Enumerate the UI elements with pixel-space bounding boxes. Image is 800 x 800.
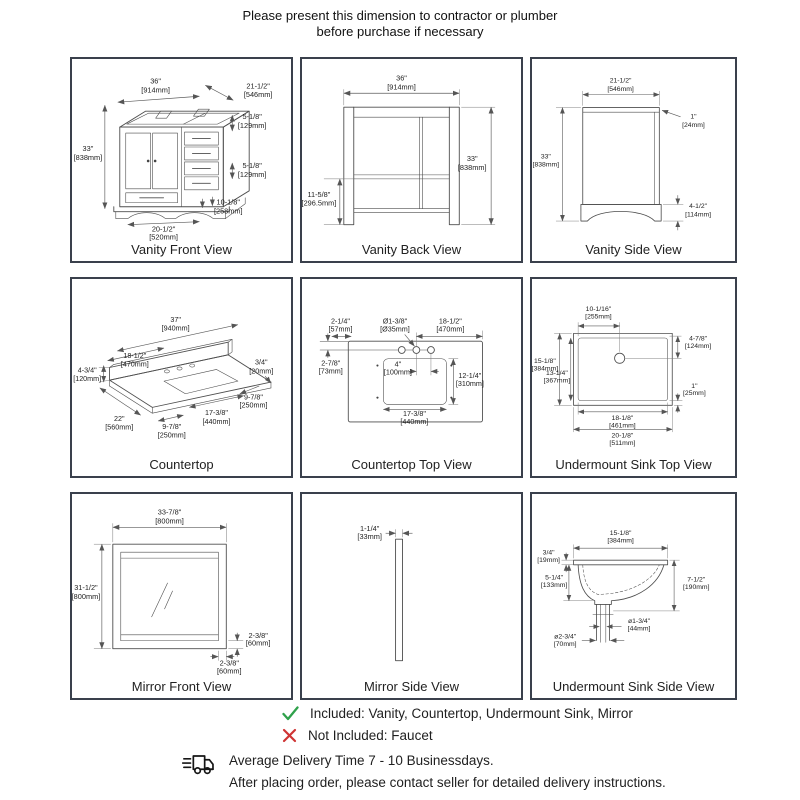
svg-text:[250mm]: [250mm] bbox=[239, 400, 268, 410]
svg-text:17-3/8": 17-3/8" bbox=[402, 409, 426, 419]
panel-title: Vanity Front View bbox=[131, 242, 232, 257]
footer bbox=[0, 702, 800, 794]
mirror-frame bbox=[113, 544, 226, 649]
vanity-back-frame bbox=[344, 107, 459, 224]
svg-text:Ø1-3/8": Ø1-3/8" bbox=[382, 316, 408, 326]
dim-back-width bbox=[344, 73, 459, 105]
panel-vanity-back bbox=[300, 57, 523, 263]
svg-text:[73mm]: [73mm] bbox=[318, 366, 343, 376]
dim-drawer-width bbox=[202, 197, 242, 216]
panel-sink-side bbox=[530, 492, 737, 700]
svg-text:18-1/2": 18-1/2" bbox=[438, 316, 462, 326]
svg-text:[20mm]: [20mm] bbox=[249, 366, 274, 376]
vanity-back-drawing bbox=[302, 59, 521, 241]
svg-text:[546mm]: [546mm] bbox=[243, 90, 273, 100]
svg-text:33": 33" bbox=[540, 153, 551, 161]
svg-text:33-7/8": 33-7/8" bbox=[157, 507, 182, 517]
dim-ms-thickness bbox=[357, 524, 412, 541]
sink-side-drawing bbox=[532, 494, 735, 678]
countertop-top-drawing bbox=[302, 279, 521, 456]
header-line-2: before purchase if necessary bbox=[316, 24, 484, 39]
svg-text:7-1/2": 7-1/2" bbox=[687, 576, 706, 584]
svg-text:17-3/8": 17-3/8" bbox=[205, 408, 228, 418]
dim-ss-bowl-depth bbox=[541, 565, 593, 601]
svg-text:[560mm]: [560mm] bbox=[105, 422, 134, 432]
dim-side-height bbox=[533, 108, 581, 221]
dim-st-inner-width bbox=[578, 403, 668, 430]
svg-text:[440mm]: [440mm] bbox=[400, 416, 429, 426]
dim-ctt-hole-diameter bbox=[380, 317, 414, 346]
dim-mf-width bbox=[113, 507, 226, 542]
svg-text:4": 4" bbox=[394, 359, 402, 369]
svg-text:2-1/4": 2-1/4" bbox=[331, 316, 350, 326]
svg-text:[24mm]: [24mm] bbox=[682, 121, 705, 129]
mirror-side-profile bbox=[396, 539, 403, 660]
dim-front-depth bbox=[205, 81, 272, 100]
dim-ss-total-height bbox=[613, 560, 709, 611]
vanity-side-body bbox=[581, 108, 661, 221]
panel-title: Undermount Sink Side View bbox=[552, 679, 715, 694]
dim-bottom-drawer bbox=[232, 161, 266, 179]
panel-title: Mirror Front View bbox=[131, 679, 232, 694]
included-row bbox=[282, 702, 800, 724]
delivery-truck-icon bbox=[182, 752, 216, 777]
svg-text:[33mm]: [33mm] bbox=[357, 532, 382, 542]
delivery-info bbox=[182, 750, 800, 794]
svg-text:21-1/2": 21-1/2" bbox=[609, 77, 632, 85]
panel-sink-top bbox=[530, 277, 737, 478]
svg-text:33": 33" bbox=[82, 143, 94, 153]
svg-text:ø1-3/4": ø1-3/4" bbox=[627, 617, 651, 625]
svg-text:[461mm]: [461mm] bbox=[609, 422, 636, 430]
dim-ctt-cutout-depth bbox=[448, 359, 483, 405]
svg-text:22": 22" bbox=[113, 413, 125, 423]
dim-st-drain-offset bbox=[578, 306, 620, 352]
svg-text:18-1/8": 18-1/8" bbox=[611, 415, 634, 423]
svg-text:[800mm]: [800mm] bbox=[155, 516, 184, 526]
panel-title: Countertop bbox=[149, 457, 214, 472]
svg-text:[129mm]: [129mm] bbox=[237, 121, 267, 131]
svg-text:[384mm]: [384mm] bbox=[532, 365, 559, 373]
mirror-front-drawing bbox=[72, 494, 291, 678]
svg-text:2-7/8": 2-7/8" bbox=[321, 358, 341, 368]
svg-text:1-1/4": 1-1/4" bbox=[359, 524, 380, 534]
svg-text:[470mm]: [470mm] bbox=[436, 324, 465, 334]
svg-text:5-1/8": 5-1/8" bbox=[242, 112, 262, 122]
svg-text:3/4": 3/4" bbox=[542, 549, 555, 557]
included-text: Included: Vanity, Countertop, Undermount Sink, Mirror bbox=[310, 705, 633, 721]
panel-vanity-front bbox=[70, 57, 293, 263]
dim-side-top-rail bbox=[662, 110, 705, 129]
dim-front-height bbox=[74, 105, 105, 209]
panel-title: Vanity Back View bbox=[361, 242, 462, 257]
svg-text:[838mm]: [838mm] bbox=[532, 161, 560, 169]
dim-ctt-back-offset bbox=[319, 333, 343, 375]
dim-doors-width bbox=[128, 222, 200, 241]
panel-countertop bbox=[70, 277, 293, 478]
dim-st-rim bbox=[669, 383, 705, 413]
dim-ss-drain-inner bbox=[589, 618, 650, 632]
svg-text:31-1/2": 31-1/2" bbox=[74, 582, 98, 592]
svg-text:[19mm]: [19mm] bbox=[537, 557, 560, 565]
mirror-side-drawing bbox=[302, 494, 521, 678]
dim-back-bottom-section bbox=[302, 179, 354, 225]
svg-text:[133mm]: [133mm] bbox=[540, 581, 568, 589]
svg-text:[838mm]: [838mm] bbox=[457, 162, 487, 172]
svg-text:[296.5mm]: [296.5mm] bbox=[302, 198, 337, 208]
dim-st-inner-depth bbox=[544, 338, 571, 401]
svg-text:20-1/2": 20-1/2" bbox=[151, 224, 176, 234]
svg-text:[44mm]: [44mm] bbox=[627, 625, 651, 633]
svg-text:[310mm]: [310mm] bbox=[455, 378, 484, 388]
panel-title: Undermount Sink Top View bbox=[555, 457, 712, 472]
dim-side-depth bbox=[583, 78, 660, 106]
svg-text:36": 36" bbox=[396, 73, 407, 83]
dim-ct-cutout-width bbox=[189, 396, 243, 426]
not-included-text: Not Included: Faucet bbox=[308, 727, 433, 743]
svg-text:9-7/8": 9-7/8" bbox=[162, 421, 182, 431]
dim-ct-left-offset bbox=[158, 415, 186, 439]
svg-text:[Ø35mm]: [Ø35mm] bbox=[380, 324, 410, 334]
panel-mirror-front bbox=[70, 492, 293, 700]
svg-text:5-1/4": 5-1/4" bbox=[545, 574, 564, 582]
svg-text:[190mm]: [190mm] bbox=[682, 583, 710, 591]
dim-mf-frame-side bbox=[210, 651, 241, 676]
dim-mf-frame-bottom bbox=[228, 631, 270, 657]
svg-text:20-1/8": 20-1/8" bbox=[611, 432, 634, 440]
svg-text:[250mm]: [250mm] bbox=[157, 430, 186, 440]
svg-text:[129mm]: [129mm] bbox=[237, 169, 267, 179]
svg-text:2-3/8": 2-3/8" bbox=[219, 658, 239, 668]
delivery-line-1: Average Delivery Time 7 - 10 Businessdays. bbox=[229, 753, 494, 768]
dim-side-base-height bbox=[663, 195, 711, 230]
svg-text:[838mm]: [838mm] bbox=[73, 152, 103, 162]
header-line-1: Please present this dimension to contractor or plumber bbox=[242, 8, 558, 23]
panel-title: Vanity Side View bbox=[585, 242, 682, 257]
svg-text:[100mm]: [100mm] bbox=[383, 367, 412, 377]
svg-text:[470mm]: [470mm] bbox=[120, 359, 149, 369]
svg-text:5-1/8": 5-1/8" bbox=[242, 160, 262, 170]
delivery-lines bbox=[229, 750, 666, 794]
not-included-row bbox=[282, 724, 800, 746]
panel-mirror-side bbox=[300, 492, 523, 700]
panel-countertop-top bbox=[300, 277, 523, 478]
svg-text:10-1/16": 10-1/16" bbox=[585, 306, 612, 314]
sink-top-outline bbox=[574, 333, 673, 405]
dim-ctt-edge-offset bbox=[329, 317, 353, 337]
svg-text:37": 37" bbox=[170, 314, 181, 324]
sink-bowl-profile bbox=[574, 560, 668, 642]
svg-text:ø2-3/4": ø2-3/4" bbox=[554, 633, 577, 641]
dim-ss-width bbox=[574, 530, 668, 558]
svg-text:1": 1" bbox=[690, 113, 697, 121]
dim-ct-thickness bbox=[249, 358, 273, 383]
svg-text:[520mm]: [520mm] bbox=[149, 232, 178, 241]
check-icon bbox=[282, 706, 299, 721]
svg-text:[511mm]: [511mm] bbox=[609, 440, 636, 448]
views-grid bbox=[70, 57, 737, 700]
svg-text:4-7/8": 4-7/8" bbox=[689, 335, 708, 343]
svg-text:[546mm]: [546mm] bbox=[607, 85, 634, 93]
dim-ctt-right-span bbox=[416, 317, 482, 346]
sink-top-drawing bbox=[532, 279, 735, 456]
svg-text:18-1/2": 18-1/2" bbox=[123, 350, 147, 360]
svg-text:2-3/8": 2-3/8" bbox=[248, 630, 268, 640]
svg-text:1": 1" bbox=[691, 382, 698, 390]
svg-text:21-1/2": 21-1/2" bbox=[246, 81, 270, 91]
svg-text:[25mm]: [25mm] bbox=[683, 390, 706, 398]
svg-text:[120mm]: [120mm] bbox=[73, 374, 102, 384]
delivery-line-2: After placing order, please contact seller for detailed delivery instructions. bbox=[229, 775, 666, 790]
dim-ct-backsplash-height bbox=[73, 365, 109, 383]
svg-text:[367mm]: [367mm] bbox=[543, 377, 571, 385]
svg-text:15-1/8": 15-1/8" bbox=[609, 530, 632, 538]
dim-front-width bbox=[118, 76, 200, 102]
header-note bbox=[0, 8, 800, 40]
dim-st-drain-back bbox=[625, 336, 711, 359]
svg-text:[440mm]: [440mm] bbox=[202, 416, 231, 426]
svg-text:9-7/8": 9-7/8" bbox=[243, 392, 263, 402]
panel-vanity-side bbox=[530, 57, 737, 263]
svg-text:[124mm]: [124mm] bbox=[684, 343, 712, 351]
dim-label: 36" bbox=[150, 76, 162, 86]
svg-text:3/4": 3/4" bbox=[254, 357, 268, 367]
dim-ct-width bbox=[117, 315, 238, 351]
svg-text:[800mm]: [800mm] bbox=[72, 591, 101, 601]
vanity-side-drawing bbox=[532, 59, 735, 241]
svg-text:11-5/8": 11-5/8" bbox=[307, 189, 331, 199]
svg-text:13-1/4": 13-1/4" bbox=[546, 369, 568, 377]
svg-text:[255mm]: [255mm] bbox=[585, 313, 612, 321]
svg-text:15-1/8": 15-1/8" bbox=[534, 357, 556, 365]
svg-text:[384mm]: [384mm] bbox=[607, 537, 634, 545]
dim-label: [914mm] bbox=[141, 85, 170, 95]
dim-ctt-cutout-width bbox=[383, 409, 446, 426]
svg-text:[114mm]: [114mm] bbox=[685, 211, 712, 219]
dim-top-drawer bbox=[232, 112, 266, 131]
panel-title: Countertop Top View bbox=[351, 457, 472, 472]
panel-title: Mirror Side View bbox=[363, 679, 460, 694]
dim-mf-height bbox=[72, 544, 111, 649]
dim-ctt-hole-spacing bbox=[384, 354, 439, 376]
svg-text:[60mm]: [60mm] bbox=[245, 638, 271, 648]
svg-text:[57mm]: [57mm] bbox=[328, 324, 353, 334]
dim-ct-depth bbox=[100, 388, 141, 432]
svg-text:[258mm]: [258mm] bbox=[213, 206, 243, 216]
svg-text:10-1/8": 10-1/8" bbox=[216, 197, 241, 207]
svg-text:[940mm]: [940mm] bbox=[161, 323, 190, 333]
svg-text:[60mm]: [60mm] bbox=[217, 666, 242, 676]
svg-text:[70mm]: [70mm] bbox=[553, 640, 577, 648]
x-icon bbox=[282, 728, 297, 743]
svg-text:4-1/2": 4-1/2" bbox=[689, 203, 708, 211]
svg-text:[914mm]: [914mm] bbox=[387, 82, 416, 92]
dim-ct-backsplash-width bbox=[108, 348, 164, 368]
svg-text:12-1/4": 12-1/4" bbox=[458, 371, 482, 381]
dim-back-height bbox=[458, 107, 495, 224]
svg-text:4-3/4": 4-3/4" bbox=[77, 365, 97, 375]
vanity-front-drawing bbox=[72, 59, 291, 241]
dim-ss-drain-outer bbox=[554, 634, 624, 648]
svg-text:33": 33" bbox=[466, 153, 478, 163]
dim-ss-rim-height bbox=[537, 550, 573, 573]
countertop-drawing bbox=[72, 279, 291, 456]
